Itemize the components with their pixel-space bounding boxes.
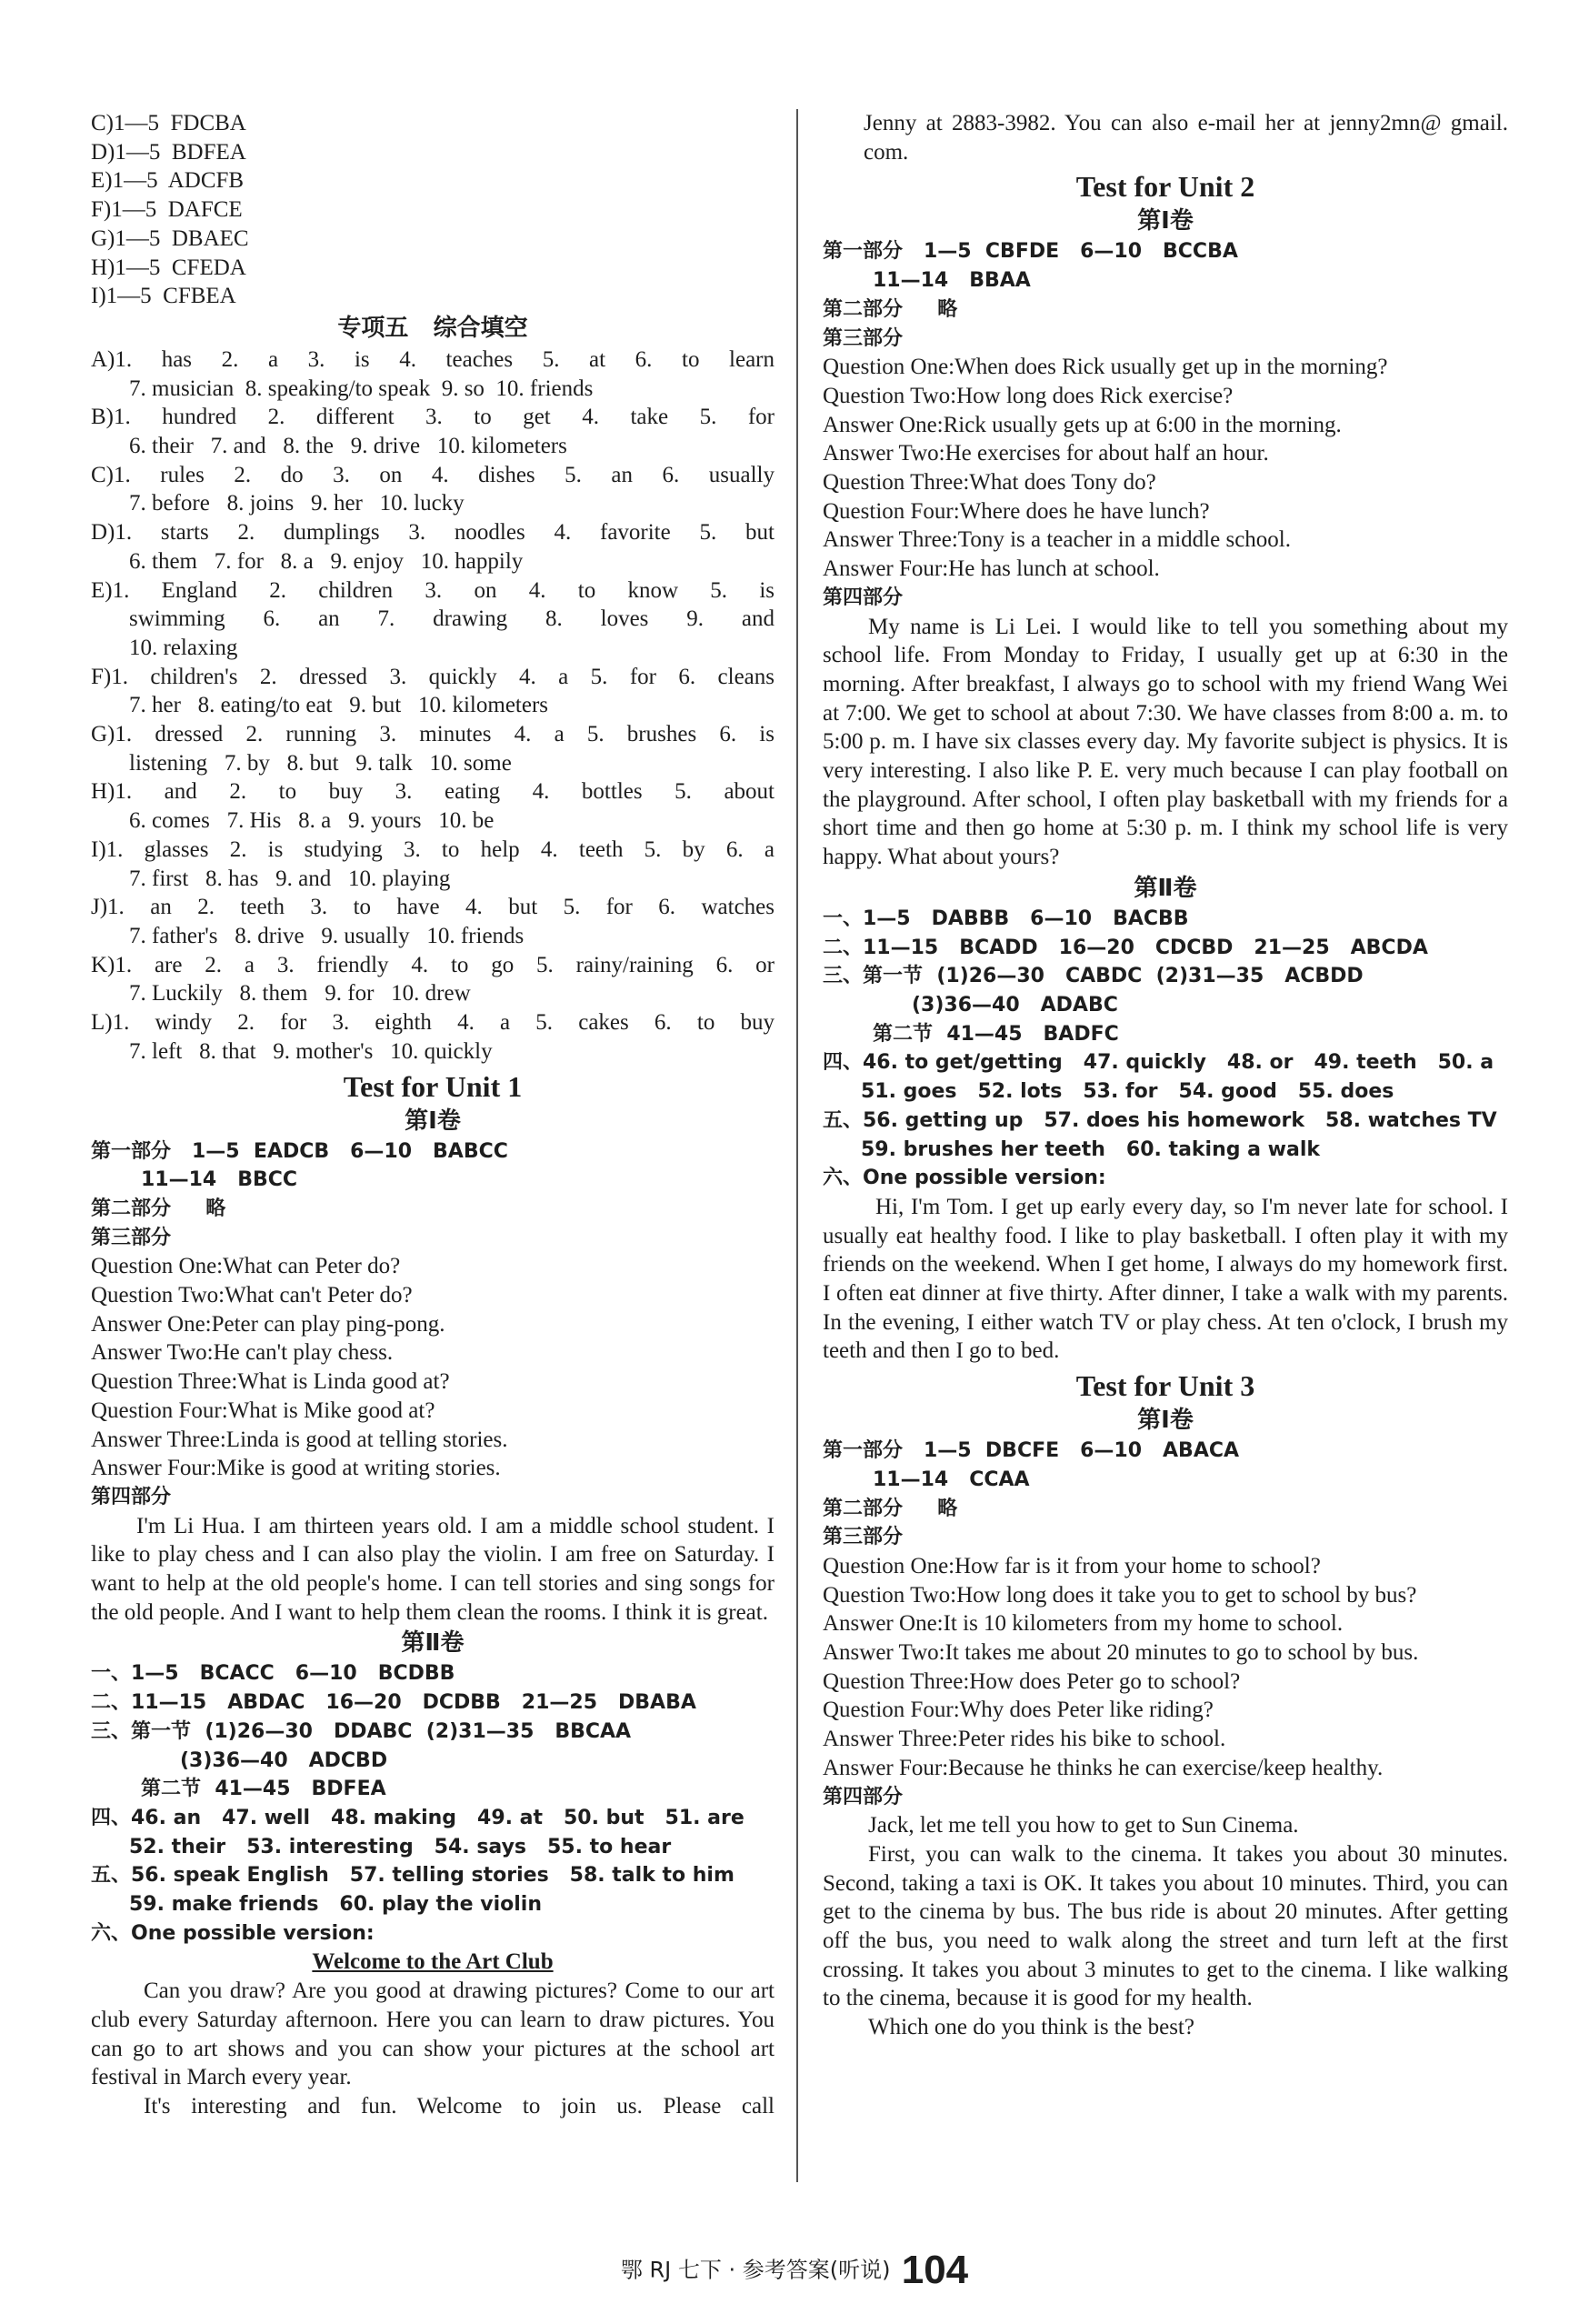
paragraph: Jack, let me tell you how to get to Sun Cinema.: [868, 1813, 1299, 1838]
text-line: 7. before 8. joins 9. her 10. lucky: [129, 491, 465, 516]
text-line: Answer Three:Tony is a teacher in a middle school.: [823, 527, 1291, 553]
answer-line: 四、46. to get/getting 47. quickly 48. or 49. teeth 50. a: [823, 1051, 1494, 1075]
text-line: 7. left 8. that 9. mother's 10. quickly: [129, 1038, 493, 1064]
text-line: H)1—5 CFEDA: [91, 255, 246, 280]
text-line: listening 7. by 8. but 9. talk 10. some: [129, 750, 512, 776]
text-line: Answer One:It is 10 kilometers from my home to school.: [823, 1611, 1344, 1637]
answer-line: 一、1—5 BCACC 6—10 BCDBB: [91, 1662, 455, 1686]
composition-title: Welcome to the Art Club: [312, 1949, 554, 1975]
text-line: Answer Three:Peter rides his bike to school.: [823, 1727, 1226, 1752]
text-line: Answer Four:He has lunch at school.: [823, 556, 1160, 582]
text-line: 7. her 8. eating/to eat 9. but 10. kilometers: [129, 693, 549, 718]
text-line: F)1. children's 2. dressed 3. quickly 4. a 5. for 6. cleans: [91, 664, 775, 689]
answer-line: 51. goes 52. lots 53. for 54. good 55. does: [861, 1080, 1394, 1104]
section-heading: 专项五 综合填空: [337, 314, 528, 342]
text-line: Question Three:How does Peter go to school?: [823, 1668, 1241, 1694]
volume-heading: 第Ⅱ卷: [1134, 874, 1197, 902]
answer-line: 第二部分 略: [823, 297, 958, 321]
text-line: G)1. dressed 2. running 3. minutes 4. a 5. brushes 6. is: [91, 722, 775, 747]
paragraph: I'm Li Hua. I am thirteen years old. I am a middle school student. I like to play chess and I can also play the violin. I am free on Saturday. I want to help at the old people's home. I can tell stories and sing songs for the old people. And I want to help them clean the rooms. I think it is great.: [91, 1513, 775, 1625]
paragraph: It's interesting and fun. Welcome to join us. Please call: [144, 2094, 775, 2119]
answer-line: 五、56. getting up 57. does his homework 58. watches TV: [823, 1108, 1497, 1132]
text-line: Question Three:What does Tony do?: [823, 470, 1156, 496]
answer-line: 六、One possible version:: [91, 1921, 375, 1945]
answer-line: 三、第一节 (1)26—30 CABDC (2)31—35 ACBDD: [823, 965, 1364, 988]
text-line: B)1. hundred 2. different 3. to get 4. take 5. for: [91, 405, 775, 430]
text-line: Answer Two:He can't play chess.: [91, 1340, 394, 1366]
column-divider: [796, 109, 798, 2182]
answer-line: 11—14 BBAA: [873, 269, 1031, 293]
text-line: 6. their 7. and 8. the 9. drive 10. kilometers: [129, 434, 567, 459]
text-line: Question Four:What is Mike good at?: [91, 1397, 435, 1423]
text-line: 10. relaxing: [129, 635, 238, 660]
answer-line: 第一部分 1—5 EADCB 6—10 BABCC: [91, 1139, 508, 1163]
text-line: Question One:How far is it from your home to school?: [823, 1553, 1321, 1578]
text-line: I)1—5 CFBEA: [91, 284, 236, 309]
answer-line: 第二部分 略: [91, 1197, 226, 1220]
text-line: Question Three:What is Linda good at?: [91, 1369, 450, 1395]
text-line: G)1—5 DBAEC: [91, 225, 249, 251]
volume-heading: 第Ⅱ卷: [401, 1629, 465, 1658]
answer-line: 第四部分: [823, 586, 904, 609]
text-line: H)1. and 2. to buy 3. eating 4. bottles 5. about: [91, 779, 775, 805]
unit-heading: Test for Unit 1: [343, 1069, 523, 1103]
paragraph: Answer Two:It takes me about 20 minutes to go to school by bus.: [823, 1640, 1419, 1666]
left-column: [91, 109, 775, 2121]
answer-line: 52. their 53. interesting 54. says 55. to hear: [129, 1835, 672, 1858]
paragraph: My name is Li Lei. I would like to tell you something about my school life. From Monday to Friday, I usually get up at 6:30 in the morning. After breakfast, I always go to school with my friend Wang Wei at 7:00. We get to school at about 7:30. We have classes from 8:00 a. m. to 5:00 p. m. I have six classes every day. My favorite subject is physics. It is very interesting. I also like P. E. very much because I can play football on the playground. After school, I often play basketball with my friends for a short time and then go home at 5:30 p. m. I think my school life is very happy. What about yours?: [823, 614, 1508, 870]
answer-line: 第四部分: [91, 1485, 172, 1508]
volume-heading: 第Ⅰ卷: [1137, 1407, 1194, 1435]
paragraph: Can you draw? Are you good at drawing pictures? Come to our art club every Saturday afternoon. Here you can learn to draw pictures. You can go to art shows and you can show your pictures at the school art festival in March every year.: [91, 1978, 775, 2090]
text-line: Answer One:Rick usually gets up at 6:00 in the morning.: [823, 412, 1342, 437]
answer-line: 59. make friends 60. play the violin: [129, 1893, 542, 1917]
text-line: Answer One:Peter can play ping-pong.: [91, 1311, 445, 1337]
answer-line: 第一部分 1—5 DBCFE 6—10 ABACA: [823, 1439, 1240, 1463]
page-footer: [0, 2248, 1589, 2293]
answer-line: 四、46. an 47. well 48. making 49. at 50. but 51. are: [91, 1806, 745, 1829]
text-line: D)1. starts 2. dumplings 3. noodles 4. favorite 5. but: [91, 520, 775, 546]
answer-line: 二、11—15 ABDAC 16—20 DCDBB 21—25 DBABA: [91, 1691, 696, 1715]
text-line: 6. comes 7. His 8. a 9. yours 10. be: [129, 808, 495, 834]
text-line: 6. them 7. for 8. a 9. enjoy 10. happily: [129, 548, 524, 574]
page-number: 104: [901, 2248, 969, 2293]
text-line: 7. first 8. has 9. and 10. playing: [129, 866, 451, 891]
text-line: K)1. are 2. a 3. friendly 4. to go 5. rainy/raining 6. or: [91, 952, 775, 977]
answer-line: 第四部分: [823, 1785, 904, 1808]
answer-line: 第三部分: [91, 1226, 172, 1249]
answer-line: 三、第一节 (1)26—30 DDABC (2)31—35 BBCAA: [91, 1719, 632, 1743]
paragraph: First, you can walk to the cinema. It takes you about 30 minutes. Second, taking a taxi is OK. It takes you about 10 minutes. Third, you can get to the cinema by bus. The bus ride is about 20 minutes. After getting off the bus, you need to walk along the street and turn left at the first crossing. It takes you about 3 minutes to get to the cinema. I like walking to the cinema, because it is good for my health.: [823, 1841, 1508, 2011]
text-line: Question One:What can Peter do?: [91, 1254, 401, 1279]
answer-line: 二、11—15 BCADD 16—20 CDCBD 21—25 ABCDA: [823, 936, 1428, 959]
unit-heading: Test for Unit 3: [1075, 1369, 1255, 1403]
text-line: E)1—5 ADCFB: [91, 168, 245, 194]
text-line: C)1. rules 2. do 3. on 4. dishes 5. an 6. usually: [91, 462, 775, 487]
text-line: Answer Two:He exercises for about half an hour.: [823, 441, 1269, 466]
paragraph: Which one do you think is the best?: [868, 2015, 1194, 2040]
volume-heading: 第Ⅰ卷: [405, 1107, 461, 1135]
text-line: 7. musician 8. speaking/to speak 9. so 10. friends: [129, 376, 594, 401]
answer-line: 第三部分: [823, 326, 904, 350]
text-line: Answer Four:Because he thinks he can exercise/keep healthy.: [823, 1755, 1384, 1780]
answer-line: 第一部分 1—5 CBFDE 6—10 BCCBA: [823, 240, 1238, 264]
text-line: Question Four:Why does Peter like riding?: [823, 1698, 1214, 1723]
answer-line: 11—14 BBCC: [141, 1168, 298, 1192]
text-line: C)1—5 FDCBA: [91, 111, 246, 135]
paragraph: Jenny at 2883-3982. You can also e-mail her at jenny2mn@ gmail. com.: [864, 111, 1508, 165]
text-line: swimming 6. an 7. drawing 8. loves 9. and: [129, 606, 775, 632]
answer-line: 第三部分: [823, 1526, 904, 1549]
answer-line: 第二节 41—45 BDFEA: [141, 1778, 386, 1801]
text-line: E)1. England 2. children 3. on 4. to know 5. is: [91, 577, 775, 603]
answer-line: 第二节 41—45 BADFC: [873, 1022, 1119, 1046]
text-line: Question One:When does Rick usually get up in the morning?: [823, 355, 1388, 380]
text-line: Answer Three:Linda is good at telling stories.: [91, 1427, 508, 1452]
text-line: Question Two:How long does Rick exercise?: [823, 383, 1234, 408]
text-line: I)1. glasses 2. is studying 3. to help 4. teeth 5. by 6. a: [91, 836, 775, 862]
text-line: Answer Four:Mike is good at writing stories.: [91, 1456, 501, 1481]
answer-line: 六、One possible version:: [823, 1167, 1106, 1190]
paragraph: Question Two:How long does it take you to get to school by bus?: [823, 1582, 1417, 1608]
answer-line: 第二部分 略: [823, 1497, 958, 1520]
answer-line: 59. brushes her teeth 60. taking a walk: [861, 1137, 1321, 1161]
text-line: Question Four:Where does he have lunch?: [823, 498, 1210, 524]
answer-line: 五、56. speak English 57. telling stories 58. talk to him: [91, 1864, 735, 1888]
paragraph: Hi, I'm Tom. I get up early every day, so I'm never late for school. I usually eat healthy food. I like to play basketball. I often play it with my friends on the weekend. When I get home, I always do my homework first. I often eat dinner at five thirty. After dinner, I take a walk with my parents. In the evening, I either watch TV or play chess. At ten o'clock, I brush my teeth and then I go to bed.: [823, 1194, 1508, 1364]
answer-line: (3)36—40 ADABC: [912, 993, 1118, 1017]
answer-line: (3)36—40 ADCBD: [180, 1748, 388, 1772]
text-line: 7. father's 8. drive 9. usually 10. friends: [129, 923, 525, 948]
volume-heading: 第Ⅰ卷: [1137, 207, 1194, 235]
answer-line: 11—14 CCAA: [873, 1468, 1030, 1491]
text-line: Question Two:What can't Peter do?: [91, 1283, 413, 1308]
right-column: [823, 109, 1508, 2042]
answer-line: 一、1—5 DABBB 6—10 BACBB: [823, 907, 1189, 930]
footer-text: 鄂 RJ 七下 · 参考答案(听说): [620, 2257, 891, 2283]
unit-heading: Test for Unit 2: [1075, 170, 1255, 204]
text-line: A)1. has 2. a 3. is 4. teaches 5. at 6. to learn: [91, 346, 775, 372]
text-line: L)1. windy 2. for 3. eighth 4. a 5. cakes 6. to buy: [91, 1010, 775, 1036]
text-line: 7. Luckily 8. them 9. for 10. drew: [129, 981, 471, 1007]
text-line: D)1—5 BDFEA: [91, 139, 246, 165]
text-line: J)1. an 2. teeth 3. to have 4. but 5. for 6. watches: [91, 895, 775, 920]
text-line: F)1—5 DAFCE: [91, 197, 243, 223]
